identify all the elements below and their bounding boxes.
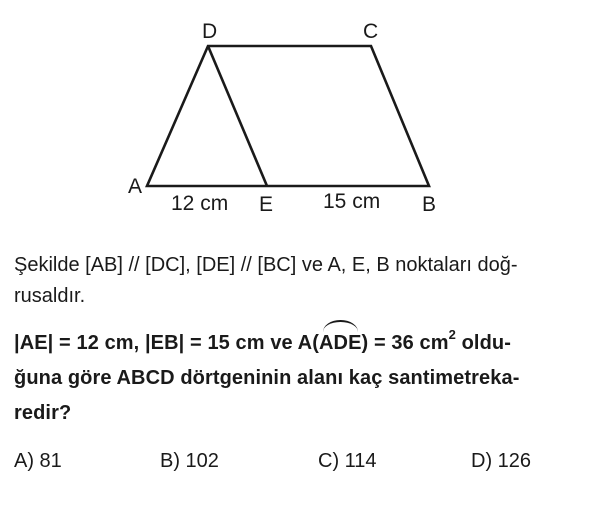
triangle-ade-arc: ADE	[319, 326, 362, 361]
square-superscript: 2	[448, 327, 456, 343]
point-label-a: A	[128, 175, 143, 198]
point-label-b: B	[422, 193, 437, 216]
question-part-1: |AE| = 12 cm, |EB| = 15 cm ve A(	[14, 332, 319, 354]
statement-line-2: rusaldır.	[14, 285, 86, 307]
question-line-3: redir?	[14, 402, 72, 424]
statement-line-1: Şekilde [AB] // [DC], [DE] // [BC] ve A, E, B noktaları doğ-	[14, 254, 518, 276]
point-label-d: D	[202, 20, 218, 43]
problem-statement	[14, 250, 599, 312]
question-text	[14, 326, 599, 431]
segment-de	[208, 46, 267, 186]
trapezoid-figure	[0, 0, 609, 225]
question-part-2: ) = 36 cm	[361, 332, 449, 354]
question-part-3: oldu-	[455, 332, 511, 354]
option-d[interactable]: D) 126	[471, 450, 532, 472]
segment-label-ae: 12 cm	[171, 192, 229, 215]
option-c[interactable]: C) 114	[318, 450, 377, 472]
trapezoid-abcd	[147, 46, 429, 186]
question-line-2: ğuna göre ABCD dörtgeninin alanı kaç santimetreka-	[14, 367, 520, 389]
point-label-e: E	[259, 193, 274, 216]
point-label-c: C	[363, 20, 379, 43]
option-a[interactable]: A) 81	[14, 450, 62, 472]
segment-label-eb: 15 cm	[323, 190, 381, 213]
option-b[interactable]: B) 102	[160, 450, 219, 472]
